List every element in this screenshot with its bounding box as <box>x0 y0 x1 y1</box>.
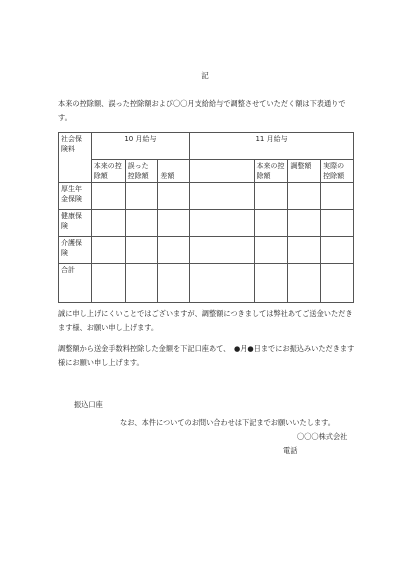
remittance-request-paragraph: 誠に申し上げにくいことではございますが、調整額につきましては弊社あてご送金いただきます様、お願い申し上げます。 <box>58 309 353 332</box>
row-label: 介護保険 <box>59 237 92 264</box>
row-label: 健康保険 <box>59 210 92 237</box>
table-row <box>59 237 354 264</box>
subheader-cell: 実際の控除額 <box>321 160 354 183</box>
table-header-row <box>59 133 354 160</box>
month-header-november: 11 月給与 <box>190 133 354 160</box>
table-row <box>59 183 354 210</box>
row-label: 合計 <box>59 264 92 303</box>
intro-paragraph: 本来の控除額、誤った控除額および〇〇月支給給与で調整させていただく額は下表通りです。 <box>58 99 346 122</box>
month-header-october: 10 月給与 <box>91 133 189 160</box>
bank-account-label: 振込口座 <box>74 400 103 409</box>
adjustment-table <box>58 132 354 303</box>
company-name: 〇〇〇株式会社 <box>297 432 348 441</box>
transfer-deadline-paragraph: 調整額から送金手数料控除した金額を下記口座あて、 ●月●日までにお振込みいただきます様にお願い申し上げます。 <box>58 344 355 367</box>
subheader-cell: 誤った控除額 <box>125 160 158 183</box>
table-subheader-row <box>59 160 354 183</box>
contact-line: なお、本件についてのお問い合わせは下記までお願いいたします。 <box>120 418 335 427</box>
subheader-cell: 本来の控除額 <box>254 160 288 183</box>
corner-cell: 社会保険料 <box>59 133 92 183</box>
subheader-cell: 本来の控除額 <box>91 160 125 183</box>
table-row <box>59 210 354 237</box>
phone-label: 電話 <box>283 446 298 455</box>
subheader-cell: 差額 <box>158 160 190 183</box>
document-heading: 記 <box>201 71 209 80</box>
subheader-cell: 調整額 <box>288 160 321 183</box>
row-label: 厚生年金保険 <box>59 183 92 210</box>
table-row-total <box>59 264 354 303</box>
blank-cell <box>190 160 254 183</box>
